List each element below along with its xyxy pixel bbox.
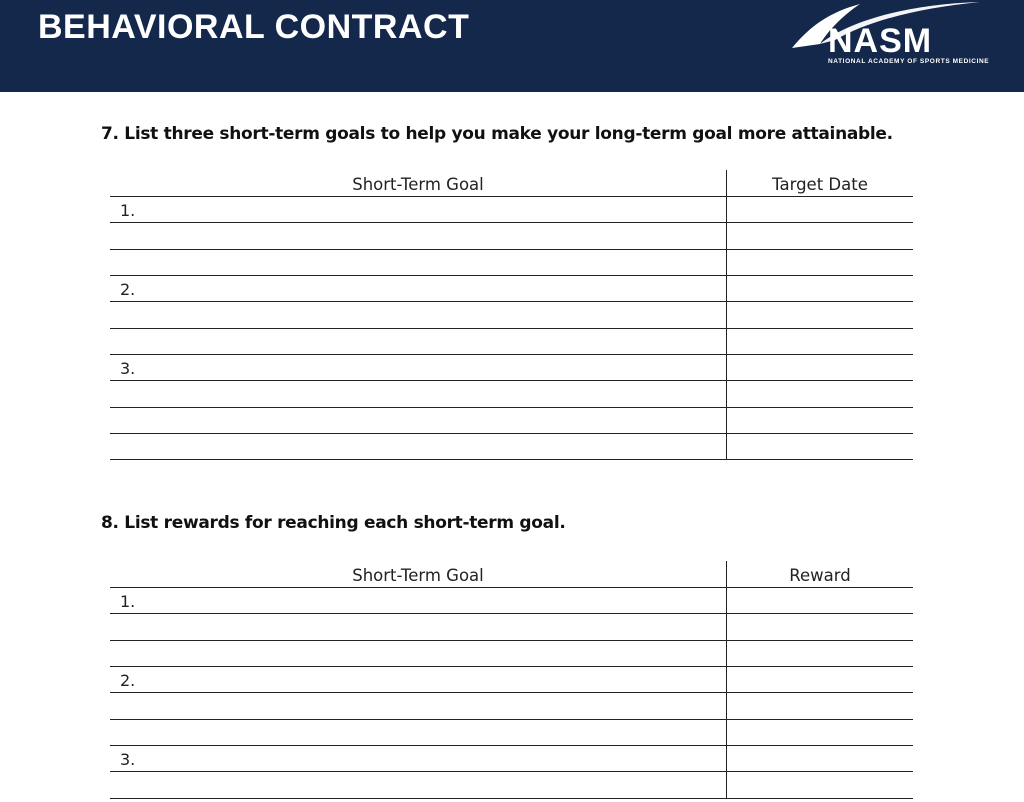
- table-row[interactable]: [110, 614, 913, 640]
- table-row[interactable]: [110, 355, 913, 381]
- page-header: [0, 0, 1024, 92]
- table-row[interactable]: [110, 302, 913, 328]
- row-number: 2.: [120, 279, 136, 299]
- table-row[interactable]: [110, 408, 913, 434]
- row-number: 3.: [120, 358, 136, 378]
- table-row[interactable]: [110, 588, 913, 614]
- table-row[interactable]: [110, 329, 913, 355]
- table-row[interactable]: [110, 693, 913, 719]
- rewards-table: [110, 561, 913, 799]
- table-row[interactable]: [110, 434, 913, 460]
- question-7: 7. List three short-term goals to help you make your long-term goal more attainable.: [101, 124, 893, 144]
- table-row[interactable]: [110, 746, 913, 772]
- goals-table: [110, 170, 913, 460]
- table-row[interactable]: [110, 250, 913, 276]
- table-row[interactable]: [110, 641, 913, 667]
- table-row[interactable]: [110, 381, 913, 407]
- table-row[interactable]: [110, 772, 913, 798]
- logo-text: NASM: [828, 22, 933, 60]
- row-number: 3.: [120, 749, 136, 769]
- column-header-target-date: Target Date: [772, 175, 868, 194]
- column-header-goal: Short-Term Goal: [352, 566, 484, 585]
- question-8: 8. List rewards for reaching each short-term goal.: [101, 513, 566, 533]
- column-header-reward: Reward: [789, 566, 851, 585]
- column-header-goal: Short-Term Goal: [352, 175, 484, 194]
- table-row[interactable]: [110, 276, 913, 302]
- row-number: 2.: [120, 670, 136, 690]
- table-row[interactable]: [110, 667, 913, 693]
- table-row[interactable]: [110, 197, 913, 223]
- table-row[interactable]: [110, 223, 913, 249]
- page-title: BEHAVIORAL CONTRACT: [38, 8, 470, 46]
- row-number: 1.: [120, 201, 136, 220]
- table-header: [110, 170, 913, 197]
- logo-subtitle: NATIONAL ACADEMY OF SPORTS MEDICINE: [828, 58, 990, 65]
- row-number: 1.: [120, 592, 136, 611]
- table-header: [110, 561, 913, 588]
- table-row[interactable]: [110, 720, 913, 746]
